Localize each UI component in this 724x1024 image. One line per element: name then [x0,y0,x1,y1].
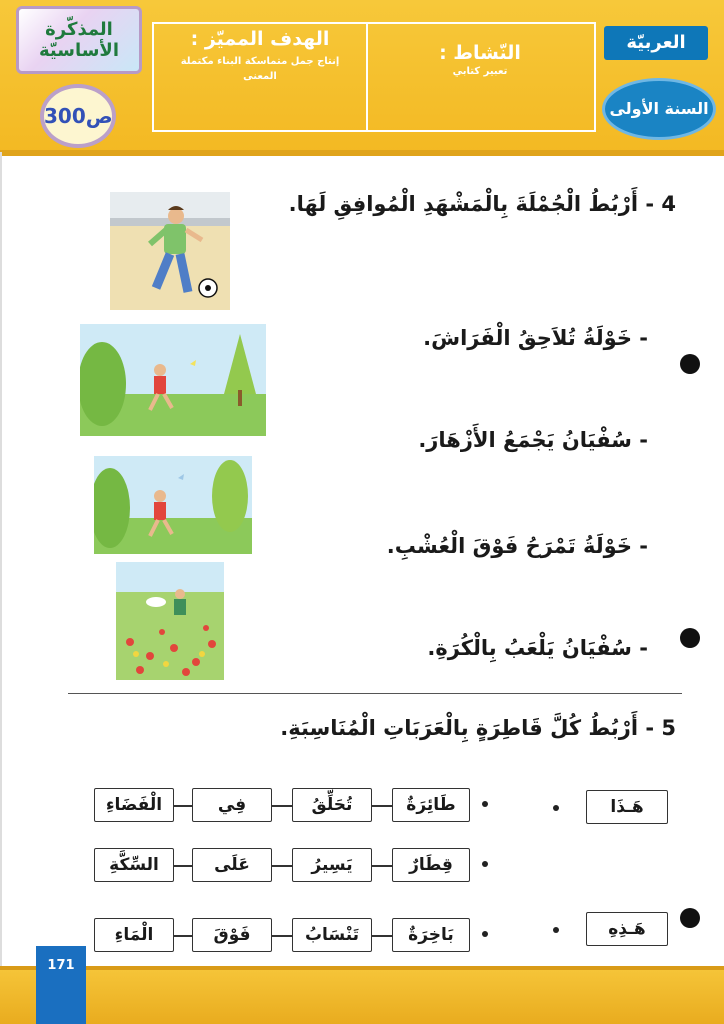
page-badge-text: ص300 [44,104,113,128]
wagon-word: الْمَاءِ [94,918,174,952]
section-divider [68,693,682,694]
goal-cell [154,28,366,84]
wagon-word: طَائِرَةٌ [392,788,470,822]
wagon-word: الْفَضَاءِ [94,788,174,822]
exercise4-title: 4 - أَرْبُطُ الْجُمْلَةَ بِالْمَشْهَدِ الْمُوافِقِ لَهَا. [288,192,676,216]
wagon-word: بَاخِرَةٌ [392,918,470,952]
scene-boy-flowers [116,562,224,680]
wagon-row-dot[interactable] [482,861,488,867]
exercise5-title: 5 - أَرْبُطُ كُلَّ قَاطِرَةٍ بِالْعَرَبَاتِ الْمُنَاسِبَةِ. [280,716,676,740]
wagon-word: عَلَى [192,848,272,882]
goal-label: الهدف المميّز : [190,28,330,50]
wagon-word: تَنْسَابُ [292,918,372,952]
page-number-box [36,946,86,1024]
sentence-2: - سُفْيَانُ يَجْمَعُ الأَزْهَارَ. [418,428,648,452]
binder-hole [680,908,700,928]
wagon-word: فَوْقَ [192,918,272,952]
year-badge [602,78,716,140]
sentence-4: - سُفْيَانُ يَلْعَبُ بِالْكُرَةِ. [427,636,648,660]
wagon-word: تُحَلِّقُ [292,788,372,822]
wagon-row-dot[interactable] [482,801,488,807]
engine-hatha[interactable]: هَـذَا [586,790,668,824]
year-label: السنة الأولى [609,99,709,118]
activity-label: النّشاط : [439,42,521,64]
wagon-link [270,865,292,867]
engine-dot[interactable] [553,805,559,811]
wagon-link [172,865,192,867]
engine-hathihi[interactable]: هَـذِهِ [586,912,668,946]
page-edge [0,152,2,966]
sentence-1: - خَوْلَةُ تُلاَحِقُ الْفَرَاشَ. [423,326,648,350]
activity-cell [370,28,590,79]
engine-dot[interactable] [553,927,559,933]
wagon-link [270,935,292,937]
activity-text: تعبير كتابي [452,66,508,77]
scene-boy-football [110,192,230,310]
wagon-word: قِطَارٌ [392,848,470,882]
notebook-title-box [16,6,142,74]
wagon-word: فِي [192,788,272,822]
wagon-word: السِّكَّةِ [94,848,174,882]
footer-band [0,966,724,1024]
sentence-3: - خَوْلَةُ تَمْرَحُ فَوْقَ الْعُشْبِ. [386,534,648,558]
wagon-word: يَسِيرُ [292,848,372,882]
binder-hole [680,628,700,648]
wagon-link [172,935,192,937]
wagon-link [370,805,392,807]
notebook-title: المذكّرة الأساسيّة [39,19,119,61]
subject-tab [604,26,708,60]
page-badge [40,84,116,148]
wagon-link [270,805,292,807]
wagon-link [370,865,392,867]
header-border [0,150,724,156]
binder-hole [680,354,700,374]
footer-border [0,966,724,970]
subject-label: العربيّة [626,32,686,53]
wagon-row-dot[interactable] [482,931,488,937]
info-divider [366,22,368,130]
wagon-link [370,935,392,937]
wagon-link [172,805,192,807]
page-number: 171 [47,958,75,973]
goal-text: إنتاج جمل متماسكة البناء مكتملة المعنى [180,56,340,82]
scene-girl-running [94,456,252,554]
scene-girl-butterflies [80,324,266,436]
